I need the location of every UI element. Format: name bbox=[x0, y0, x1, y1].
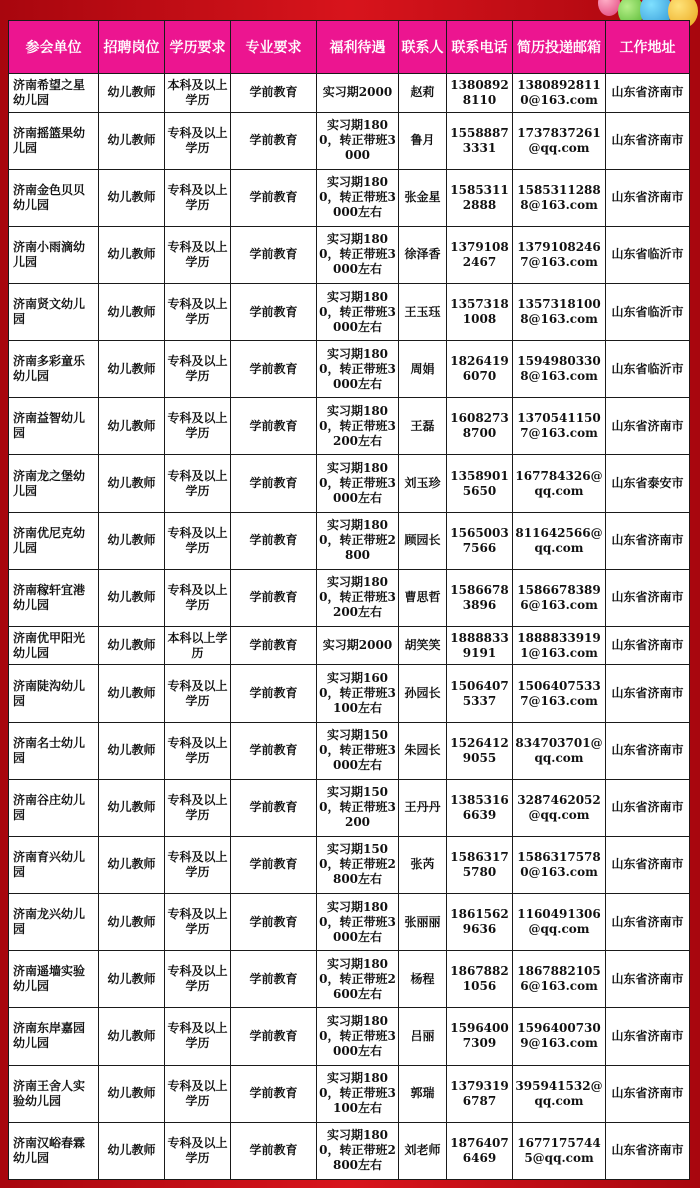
major-cell: 学前教育 bbox=[231, 512, 317, 569]
address-cell: 山东省济南市 bbox=[606, 779, 690, 836]
education-cell: 专科及以上学历 bbox=[165, 512, 231, 569]
major-cell: 学前教育 bbox=[231, 74, 317, 113]
email-cell: 1737837261@qq.com bbox=[513, 112, 606, 169]
position-cell: 幼儿教师 bbox=[99, 836, 165, 893]
contact-person-cell: 赵莉 bbox=[399, 74, 447, 113]
header-phone: 联系电话 bbox=[447, 21, 513, 74]
education-cell: 专科及以上学历 bbox=[165, 1008, 231, 1065]
contact-person-cell: 张丽丽 bbox=[399, 894, 447, 951]
table-row bbox=[9, 455, 690, 512]
major-cell: 学前教育 bbox=[231, 283, 317, 340]
major-cell: 学前教育 bbox=[231, 1065, 317, 1122]
table-row bbox=[9, 1122, 690, 1179]
contact-person-cell: 胡笑笑 bbox=[399, 626, 447, 665]
organization-cell: 济南稼轩宜港幼儿园 bbox=[9, 569, 99, 626]
education-cell: 专科及以上学历 bbox=[165, 779, 231, 836]
organization-cell: 济南东岸嘉园幼儿园 bbox=[9, 1008, 99, 1065]
table-row bbox=[9, 398, 690, 455]
benefits-cell: 实习期1800，转正带班3000左右 bbox=[317, 283, 399, 340]
address-cell: 山东省泰安市 bbox=[606, 455, 690, 512]
education-cell: 本科及以上学历 bbox=[165, 74, 231, 113]
phone-cell: 15650037566 bbox=[447, 512, 513, 569]
benefits-cell: 实习期1800，转正带班3000左右 bbox=[317, 341, 399, 398]
organization-cell: 济南王舍人实验幼儿园 bbox=[9, 1065, 99, 1122]
benefits-cell: 实习期2000 bbox=[317, 74, 399, 113]
education-cell: 专科及以上学历 bbox=[165, 226, 231, 283]
position-cell: 幼儿教师 bbox=[99, 951, 165, 1008]
email-cell: 15863175780@163.com bbox=[513, 836, 606, 893]
education-cell: 专科及以上学历 bbox=[165, 951, 231, 1008]
address-cell: 山东省临沂市 bbox=[606, 341, 690, 398]
organization-cell: 济南益智幼儿园 bbox=[9, 398, 99, 455]
benefits-cell: 实习期1800，转正带班3200左右 bbox=[317, 569, 399, 626]
contact-person-cell: 朱园长 bbox=[399, 722, 447, 779]
table-header-row bbox=[9, 21, 690, 74]
email-cell: 13808928110@163.com bbox=[513, 74, 606, 113]
major-cell: 学前教育 bbox=[231, 398, 317, 455]
phone-cell: 13589015650 bbox=[447, 455, 513, 512]
education-cell: 专科及以上学历 bbox=[165, 398, 231, 455]
phone-cell: 13808928110 bbox=[447, 74, 513, 113]
email-cell: 1160491306@qq.com bbox=[513, 894, 606, 951]
organization-cell: 济南名士幼儿园 bbox=[9, 722, 99, 779]
benefits-cell: 实习期1500，转正带班3000左右 bbox=[317, 722, 399, 779]
position-cell: 幼儿教师 bbox=[99, 722, 165, 779]
contact-person-cell: 王丹丹 bbox=[399, 779, 447, 836]
major-cell: 学前教育 bbox=[231, 779, 317, 836]
phone-cell: 15264129055 bbox=[447, 722, 513, 779]
organization-cell: 济南陡沟幼儿园 bbox=[9, 665, 99, 722]
benefits-cell: 实习期1800，转正带班3000左右 bbox=[317, 226, 399, 283]
address-cell: 山东省济南市 bbox=[606, 894, 690, 951]
table-row bbox=[9, 1008, 690, 1065]
phone-cell: 15588873331 bbox=[447, 112, 513, 169]
organization-cell: 济南摇篮果幼儿园 bbox=[9, 112, 99, 169]
benefits-cell: 实习期1800，转正带班3000左右 bbox=[317, 894, 399, 951]
education-cell: 专科及以上学历 bbox=[165, 1122, 231, 1179]
email-cell: 15866783896@163.com bbox=[513, 569, 606, 626]
position-cell: 幼儿教师 bbox=[99, 1065, 165, 1122]
contact-person-cell: 郭瑞 bbox=[399, 1065, 447, 1122]
major-cell: 学前教育 bbox=[231, 112, 317, 169]
position-cell: 幼儿教师 bbox=[99, 626, 165, 665]
organization-cell: 济南谷庄幼儿园 bbox=[9, 779, 99, 836]
education-cell: 专科及以上学历 bbox=[165, 169, 231, 226]
major-cell: 学前教育 bbox=[231, 722, 317, 779]
table-row bbox=[9, 341, 690, 398]
education-cell: 专科及以上学历 bbox=[165, 341, 231, 398]
contact-person-cell: 王玉珏 bbox=[399, 283, 447, 340]
organization-cell: 济南希望之星幼儿园 bbox=[9, 74, 99, 113]
benefits-cell: 实习期1800，转正带班3200左右 bbox=[317, 398, 399, 455]
organization-cell: 济南贤文幼儿园 bbox=[9, 283, 99, 340]
table-row bbox=[9, 112, 690, 169]
contact-person-cell: 徐泽香 bbox=[399, 226, 447, 283]
major-cell: 学前教育 bbox=[231, 455, 317, 512]
email-cell: 13705411507@163.com bbox=[513, 398, 606, 455]
benefits-cell: 实习期1500，转正带班2800左右 bbox=[317, 836, 399, 893]
email-cell: 13791082467@163.com bbox=[513, 226, 606, 283]
education-cell: 专科及以上学历 bbox=[165, 569, 231, 626]
table-row bbox=[9, 626, 690, 665]
position-cell: 幼儿教师 bbox=[99, 512, 165, 569]
address-cell: 山东省济南市 bbox=[606, 722, 690, 779]
address-cell: 山东省济南市 bbox=[606, 398, 690, 455]
address-cell: 山东省济南市 bbox=[606, 112, 690, 169]
position-cell: 幼儿教师 bbox=[99, 398, 165, 455]
phone-cell: 16082738700 bbox=[447, 398, 513, 455]
header-benefits: 福利待遇 bbox=[317, 21, 399, 74]
organization-cell: 济南小雨滴幼儿园 bbox=[9, 226, 99, 283]
contact-person-cell: 顾园长 bbox=[399, 512, 447, 569]
major-cell: 学前教育 bbox=[231, 341, 317, 398]
education-cell: 专科及以上学历 bbox=[165, 112, 231, 169]
table-row bbox=[9, 283, 690, 340]
phone-cell: 13853166639 bbox=[447, 779, 513, 836]
organization-cell: 济南优尼克幼儿园 bbox=[9, 512, 99, 569]
major-cell: 学前教育 bbox=[231, 569, 317, 626]
education-cell: 专科及以上学历 bbox=[165, 836, 231, 893]
benefits-cell: 实习期1800，转正带班2800 bbox=[317, 512, 399, 569]
contact-person-cell: 刘玉珍 bbox=[399, 455, 447, 512]
table-row bbox=[9, 74, 690, 113]
position-cell: 幼儿教师 bbox=[99, 283, 165, 340]
position-cell: 幼儿教师 bbox=[99, 226, 165, 283]
education-cell: 专科及以上学历 bbox=[165, 722, 231, 779]
benefits-cell: 实习期1600，转正带班3100左右 bbox=[317, 665, 399, 722]
contact-person-cell: 鲁月 bbox=[399, 112, 447, 169]
contact-person-cell: 王磊 bbox=[399, 398, 447, 455]
phone-cell: 18678821056 bbox=[447, 951, 513, 1008]
organization-cell: 济南遥墙实验幼儿园 bbox=[9, 951, 99, 1008]
address-cell: 山东省济南市 bbox=[606, 1065, 690, 1122]
benefits-cell: 实习期1800，转正带班3000左右 bbox=[317, 169, 399, 226]
email-cell: 18888339191@163.com bbox=[513, 626, 606, 665]
recruitment-table bbox=[8, 20, 690, 1180]
organization-cell: 济南优甲阳光幼儿园 bbox=[9, 626, 99, 665]
table-row bbox=[9, 226, 690, 283]
phone-cell: 15964007309 bbox=[447, 1008, 513, 1065]
phone-cell: 18264196070 bbox=[447, 341, 513, 398]
header-email: 简历投递邮箱 bbox=[513, 21, 606, 74]
organization-cell: 济南金色贝贝幼儿园 bbox=[9, 169, 99, 226]
address-cell: 山东省济南市 bbox=[606, 1122, 690, 1179]
major-cell: 学前教育 bbox=[231, 169, 317, 226]
benefits-cell: 实习期1500，转正带班3200 bbox=[317, 779, 399, 836]
email-cell: 15949803308@163.com bbox=[513, 341, 606, 398]
email-cell: 15853112888@163.com bbox=[513, 169, 606, 226]
email-cell: 167784326@qq.com bbox=[513, 455, 606, 512]
benefits-cell: 实习期1800，转正带班2600左右 bbox=[317, 951, 399, 1008]
table-row bbox=[9, 722, 690, 779]
education-cell: 专科及以上学历 bbox=[165, 665, 231, 722]
phone-cell: 18615629636 bbox=[447, 894, 513, 951]
position-cell: 幼儿教师 bbox=[99, 341, 165, 398]
header-work-address: 工作地址 bbox=[606, 21, 690, 74]
benefits-cell: 实习期1800，转正带班3000左右 bbox=[317, 1008, 399, 1065]
contact-person-cell: 曹思哲 bbox=[399, 569, 447, 626]
education-cell: 专科及以上学历 bbox=[165, 894, 231, 951]
header-organization: 参会单位 bbox=[9, 21, 99, 74]
contact-person-cell: 吕丽 bbox=[399, 1008, 447, 1065]
table-row bbox=[9, 512, 690, 569]
organization-cell: 济南多彩童乐幼儿园 bbox=[9, 341, 99, 398]
major-cell: 学前教育 bbox=[231, 951, 317, 1008]
contact-person-cell: 杨程 bbox=[399, 951, 447, 1008]
address-cell: 山东省济南市 bbox=[606, 836, 690, 893]
phone-cell: 15863175780 bbox=[447, 836, 513, 893]
table-row bbox=[9, 1065, 690, 1122]
header-major: 专业要求 bbox=[231, 21, 317, 74]
table-row bbox=[9, 169, 690, 226]
position-cell: 幼儿教师 bbox=[99, 455, 165, 512]
major-cell: 学前教育 bbox=[231, 626, 317, 665]
table-row bbox=[9, 665, 690, 722]
position-cell: 幼儿教师 bbox=[99, 779, 165, 836]
table-row bbox=[9, 569, 690, 626]
header-contact-person: 联系人 bbox=[399, 21, 447, 74]
benefits-cell: 实习期1800，转正带班3000左右 bbox=[317, 455, 399, 512]
major-cell: 学前教育 bbox=[231, 1122, 317, 1179]
address-cell: 山东省临沂市 bbox=[606, 283, 690, 340]
phone-cell: 13791082467 bbox=[447, 226, 513, 283]
address-cell: 山东省济南市 bbox=[606, 951, 690, 1008]
contact-person-cell: 刘老师 bbox=[399, 1122, 447, 1179]
table-body bbox=[9, 74, 690, 1180]
benefits-cell: 实习期1800，转正带班3000 bbox=[317, 112, 399, 169]
benefits-cell: 实习期2000 bbox=[317, 626, 399, 665]
phone-cell: 15064075337 bbox=[447, 665, 513, 722]
organization-cell: 济南龙之堡幼儿园 bbox=[9, 455, 99, 512]
organization-cell: 济南育兴幼儿园 bbox=[9, 836, 99, 893]
table-row bbox=[9, 779, 690, 836]
email-cell: 16771757445@qq.com bbox=[513, 1122, 606, 1179]
balloon-decoration bbox=[598, 0, 620, 16]
email-cell: 811642566@qq.com bbox=[513, 512, 606, 569]
position-cell: 幼儿教师 bbox=[99, 894, 165, 951]
email-cell: 18678821056@163.com bbox=[513, 951, 606, 1008]
organization-cell: 济南汉峪春霖幼儿园 bbox=[9, 1122, 99, 1179]
education-cell: 专科及以上学历 bbox=[165, 283, 231, 340]
header-education: 学历要求 bbox=[165, 21, 231, 74]
position-cell: 幼儿教师 bbox=[99, 665, 165, 722]
contact-person-cell: 孙园长 bbox=[399, 665, 447, 722]
table-row bbox=[9, 951, 690, 1008]
phone-cell: 13573181008 bbox=[447, 283, 513, 340]
table-row bbox=[9, 894, 690, 951]
position-cell: 幼儿教师 bbox=[99, 1008, 165, 1065]
phone-cell: 15866783896 bbox=[447, 569, 513, 626]
major-cell: 学前教育 bbox=[231, 226, 317, 283]
organization-cell: 济南龙兴幼儿园 bbox=[9, 894, 99, 951]
email-cell: 13573181008@163.com bbox=[513, 283, 606, 340]
address-cell: 山东省济南市 bbox=[606, 665, 690, 722]
benefits-cell: 实习期1800，转正带班3100左右 bbox=[317, 1065, 399, 1122]
email-cell: 834703701@qq.com bbox=[513, 722, 606, 779]
contact-person-cell: 张芮 bbox=[399, 836, 447, 893]
education-cell: 专科及以上学历 bbox=[165, 455, 231, 512]
benefits-cell: 实习期1800，转正带班2800左右 bbox=[317, 1122, 399, 1179]
address-cell: 山东省济南市 bbox=[606, 74, 690, 113]
address-cell: 山东省济南市 bbox=[606, 569, 690, 626]
major-cell: 学前教育 bbox=[231, 836, 317, 893]
contact-person-cell: 周娟 bbox=[399, 341, 447, 398]
phone-cell: 15853112888 bbox=[447, 169, 513, 226]
position-cell: 幼儿教师 bbox=[99, 169, 165, 226]
position-cell: 幼儿教师 bbox=[99, 569, 165, 626]
contact-person-cell: 张金星 bbox=[399, 169, 447, 226]
major-cell: 学前教育 bbox=[231, 1008, 317, 1065]
major-cell: 学前教育 bbox=[231, 894, 317, 951]
phone-cell: 13793196787 bbox=[447, 1065, 513, 1122]
address-cell: 山东省济南市 bbox=[606, 1008, 690, 1065]
address-cell: 山东省济南市 bbox=[606, 169, 690, 226]
education-cell: 专科及以上学历 bbox=[165, 1065, 231, 1122]
major-cell: 学前教育 bbox=[231, 665, 317, 722]
position-cell: 幼儿教师 bbox=[99, 74, 165, 113]
phone-cell: 18888339191 bbox=[447, 626, 513, 665]
address-cell: 山东省济南市 bbox=[606, 512, 690, 569]
header-position: 招聘岗位 bbox=[99, 21, 165, 74]
email-cell: 15064075337@163.com bbox=[513, 665, 606, 722]
education-cell: 本科以上学历 bbox=[165, 626, 231, 665]
address-cell: 山东省济南市 bbox=[606, 626, 690, 665]
table-row bbox=[9, 836, 690, 893]
position-cell: 幼儿教师 bbox=[99, 1122, 165, 1179]
phone-cell: 18764076469 bbox=[447, 1122, 513, 1179]
email-cell: 395941532@qq.com bbox=[513, 1065, 606, 1122]
email-cell: 3287462052@qq.com bbox=[513, 779, 606, 836]
email-cell: 15964007309@163.com bbox=[513, 1008, 606, 1065]
address-cell: 山东省临沂市 bbox=[606, 226, 690, 283]
position-cell: 幼儿教师 bbox=[99, 112, 165, 169]
